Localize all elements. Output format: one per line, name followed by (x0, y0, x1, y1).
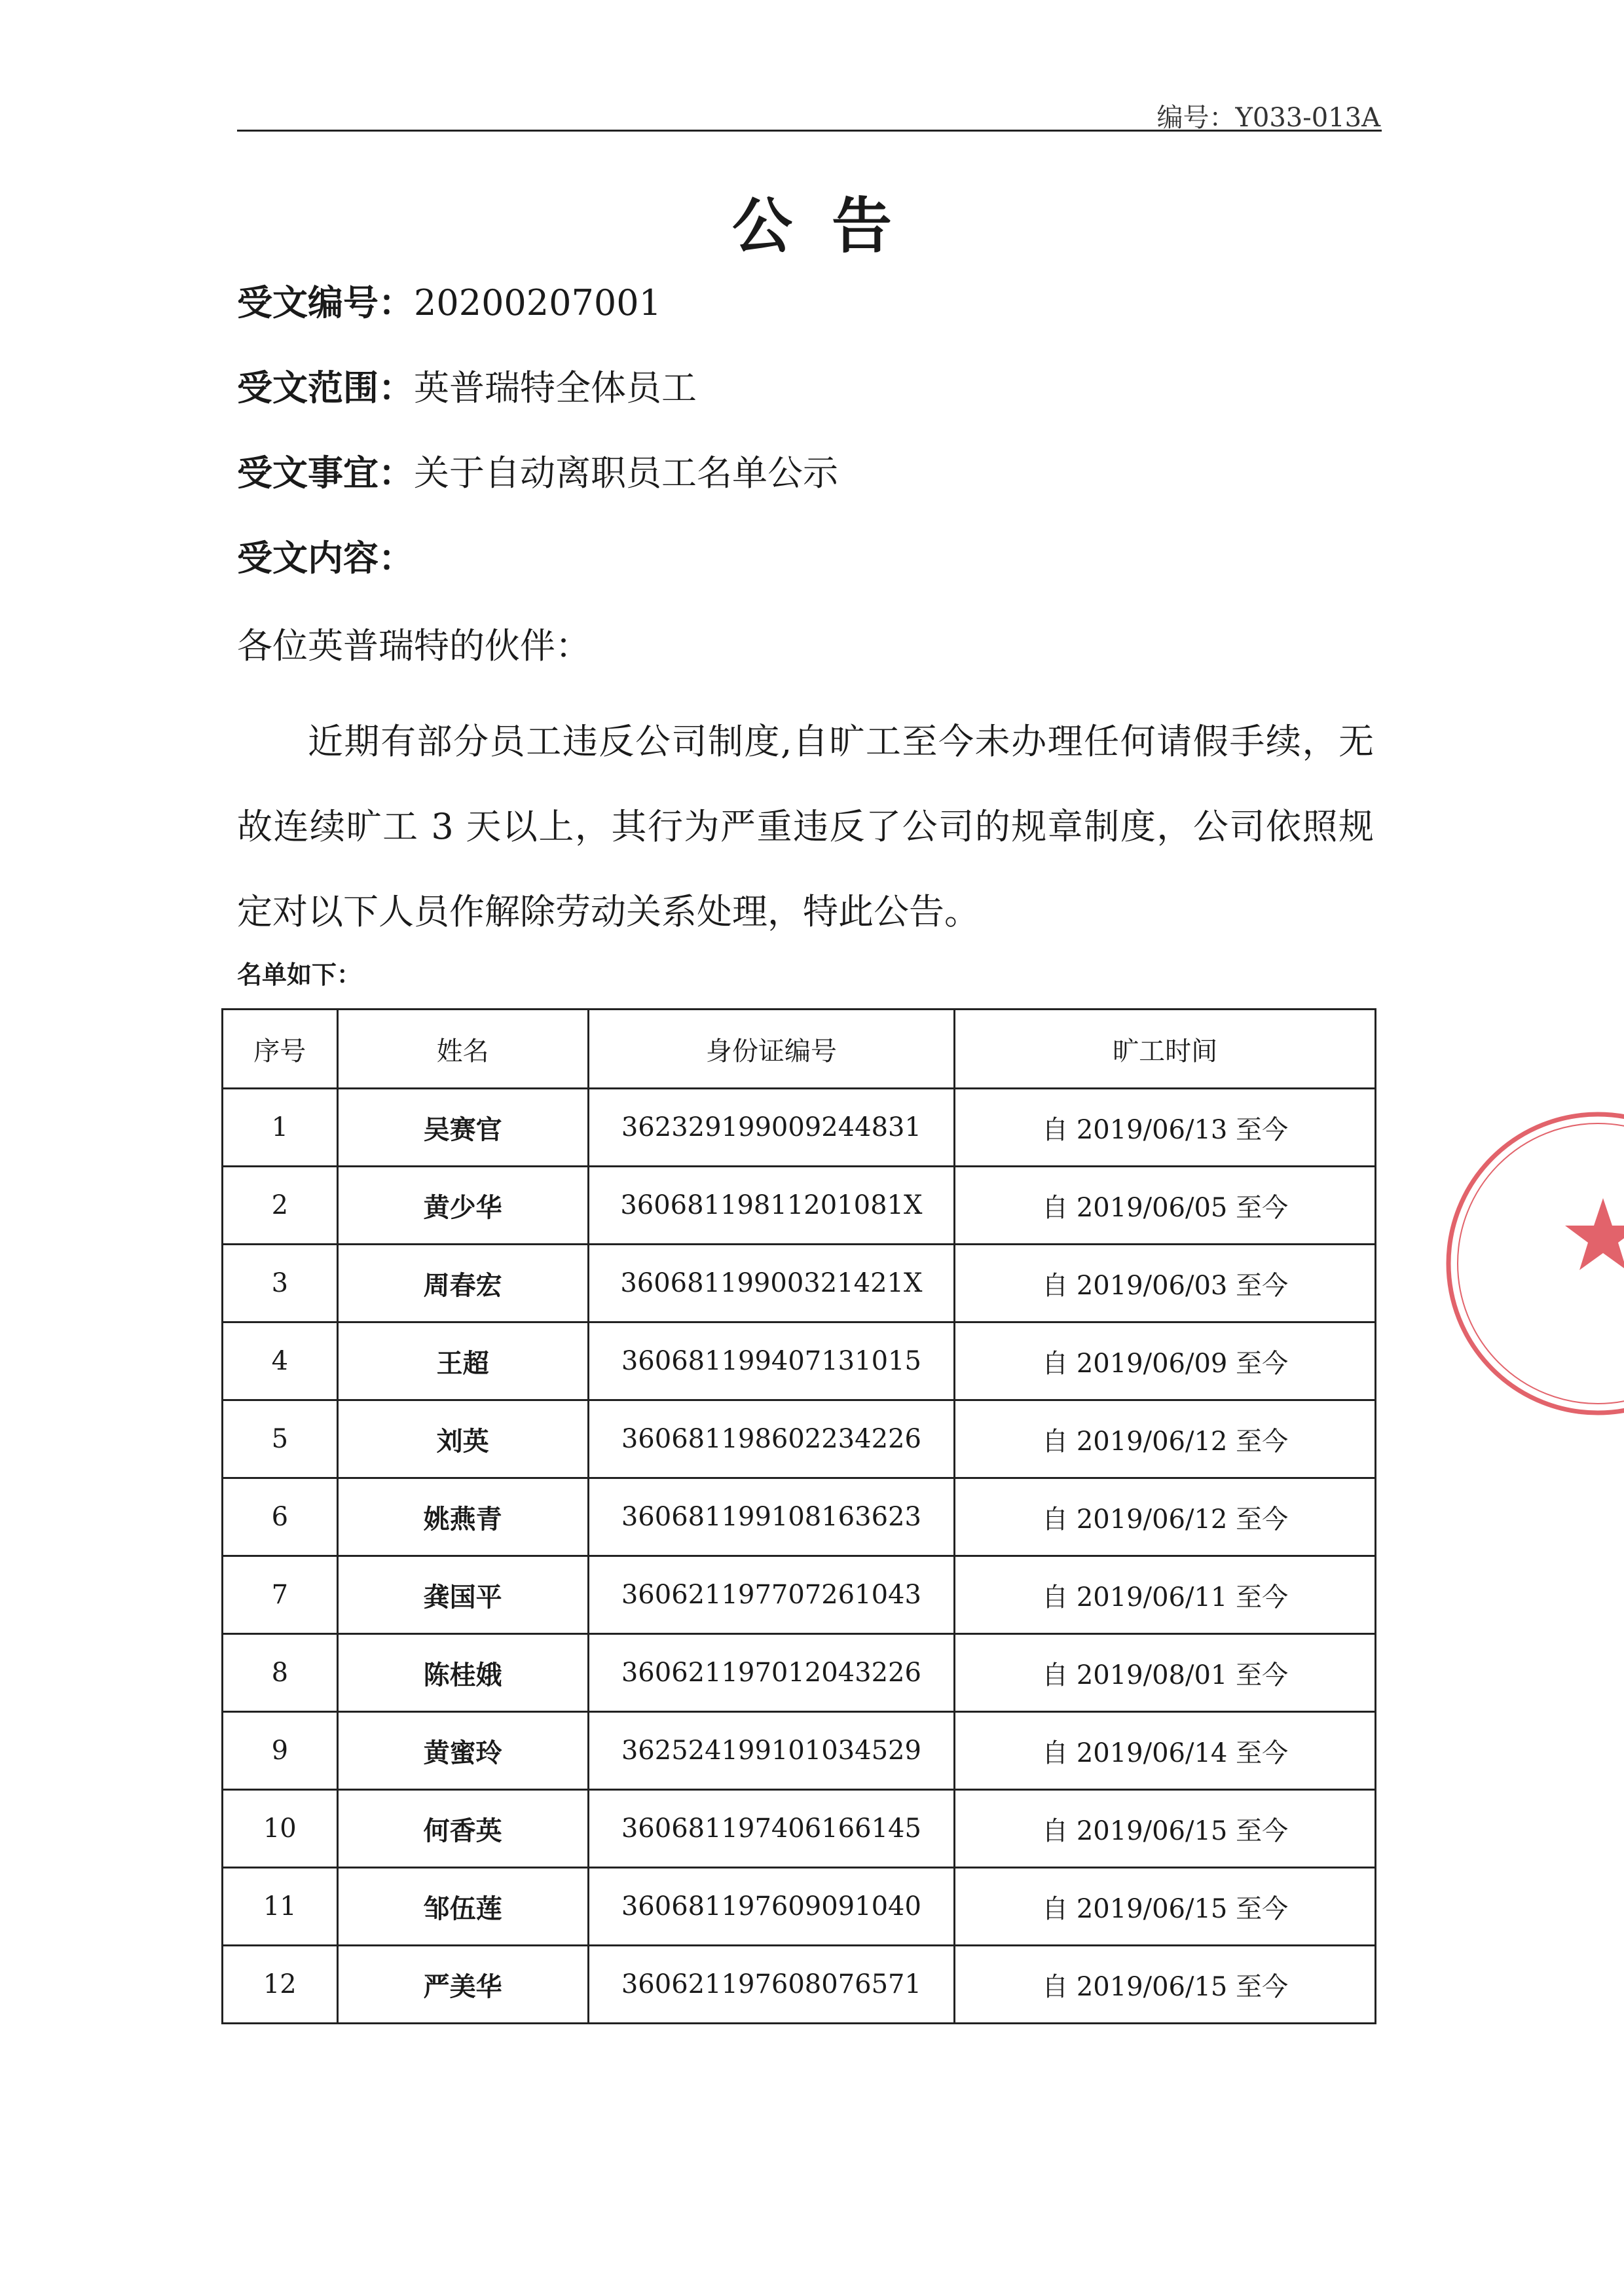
cell-index: 10 (223, 1790, 338, 1868)
cell-id-number: 36068119900321421X (588, 1245, 955, 1322)
field-subject (237, 445, 838, 496)
table-row (223, 1245, 1376, 1322)
cell-name: 黄蜜玲 (337, 1712, 588, 1790)
cell-index: 5 (223, 1400, 338, 1478)
cell-name: 严美华 (337, 1946, 588, 2024)
table-row (223, 1322, 1376, 1400)
document-code: 编号：Y033-013A (1156, 103, 1380, 133)
cell-index: 6 (223, 1478, 338, 1556)
cell-absence-time: 自 2019/06/11 至今 (955, 1556, 1376, 1634)
cell-absence-time: 自 2019/06/15 至今 (955, 1790, 1376, 1868)
table-row (223, 1167, 1376, 1245)
table-row (223, 1400, 1376, 1478)
cell-index: 3 (223, 1245, 338, 1322)
cell-name: 陈桂娥 (337, 1634, 588, 1712)
cell-id-number: 360681199407131015 (588, 1322, 955, 1400)
cell-id-number: 360681197609091040 (588, 1868, 955, 1946)
cell-absence-time: 自 2019/06/15 至今 (955, 1868, 1376, 1946)
cell-name: 龚国平 (337, 1556, 588, 1634)
cell-id-number: 36068119811201081X (588, 1167, 955, 1245)
cell-name: 周春宏 (337, 1245, 588, 1322)
greeting: 各位英普瑞特的伙伴： (237, 625, 591, 666)
field-label: 受文范围： (237, 367, 414, 409)
field-doc-number (237, 275, 661, 325)
table-row (223, 1556, 1376, 1634)
field-scope (237, 360, 697, 410)
table-row (223, 1089, 1376, 1167)
cell-index: 2 (223, 1167, 338, 1245)
field-label: 受文内容： (237, 537, 414, 579)
field-value: 关于自动离职员工名单公示 (414, 452, 838, 494)
field-content (237, 530, 414, 581)
field-value: 20200207001 (414, 282, 661, 323)
cell-absence-time: 自 2019/06/09 至今 (955, 1322, 1376, 1400)
cell-name: 姚燕青 (337, 1478, 588, 1556)
cell-absence-time: 自 2019/08/01 至今 (955, 1634, 1376, 1712)
list-label: 名单如下： (237, 960, 362, 989)
table-row (223, 1868, 1376, 1946)
company-seal (1434, 1100, 1624, 1427)
table-row (223, 1478, 1376, 1556)
header-rule (237, 130, 1382, 132)
cell-absence-time: 自 2019/06/12 至今 (955, 1478, 1376, 1556)
cell-name: 王超 (337, 1322, 588, 1400)
cell-id-number: 362524199101034529 (588, 1712, 955, 1790)
cell-absence-time: 自 2019/06/05 至今 (955, 1167, 1376, 1245)
header-name: 姓名 (337, 1010, 588, 1089)
cell-name: 吴赛官 (337, 1089, 588, 1167)
header-absence-time: 旷工时间 (955, 1010, 1376, 1089)
page-title: 公告 (731, 191, 931, 261)
cell-name: 刘英 (337, 1400, 588, 1478)
field-value: 英普瑞特全体员工 (414, 367, 697, 409)
body-paragraph: 近期有部分员工违反公司制度,自旷工至今未办理任何请假手续，无故连续旷工 3 天以上，其行为严重违反了公司的规章制度，公司依照规定对以下人员作解除劳动关系处理，特此公告。 (237, 721, 1374, 932)
cell-id-number: 360621197012043226 (588, 1634, 955, 1712)
table-row (223, 1946, 1376, 2024)
field-label: 受文编号： (237, 282, 414, 323)
table-row (223, 1634, 1376, 1712)
cell-id-number: 360621197608076571 (588, 1946, 955, 2024)
cell-name: 黄少华 (337, 1167, 588, 1245)
cell-id-number: 360681198602234226 (588, 1400, 955, 1478)
table-row (223, 1790, 1376, 1868)
cell-absence-time: 自 2019/06/15 至今 (955, 1946, 1376, 2024)
cell-index: 7 (223, 1556, 338, 1634)
cell-id-number: 360621197707261043 (588, 1556, 955, 1634)
cell-index: 9 (223, 1712, 338, 1790)
cell-absence-time: 自 2019/06/13 至今 (955, 1089, 1376, 1167)
cell-index: 11 (223, 1868, 338, 1946)
cell-name: 邹伍莲 (337, 1868, 588, 1946)
cell-absence-time: 自 2019/06/14 至今 (955, 1712, 1376, 1790)
cell-index: 12 (223, 1946, 338, 2024)
cell-id-number: 360681199108163623 (588, 1478, 955, 1556)
header-index: 序号 (223, 1010, 338, 1089)
table-header-row (223, 1010, 1376, 1089)
header-id-number: 身份证编号 (588, 1010, 955, 1089)
table-row (223, 1712, 1376, 1790)
cell-absence-time: 自 2019/06/03 至今 (955, 1245, 1376, 1322)
cell-id-number: 360681197406166145 (588, 1790, 955, 1868)
cell-absence-time: 自 2019/06/12 至今 (955, 1400, 1376, 1478)
cell-id-number: 362329199009244831 (588, 1089, 955, 1167)
cell-index: 4 (223, 1322, 338, 1400)
field-label: 受文事宜： (237, 452, 414, 494)
cell-index: 1 (223, 1089, 338, 1167)
cell-index: 8 (223, 1634, 338, 1712)
employee-table (221, 1008, 1376, 2024)
cell-name: 何香英 (337, 1790, 588, 1868)
